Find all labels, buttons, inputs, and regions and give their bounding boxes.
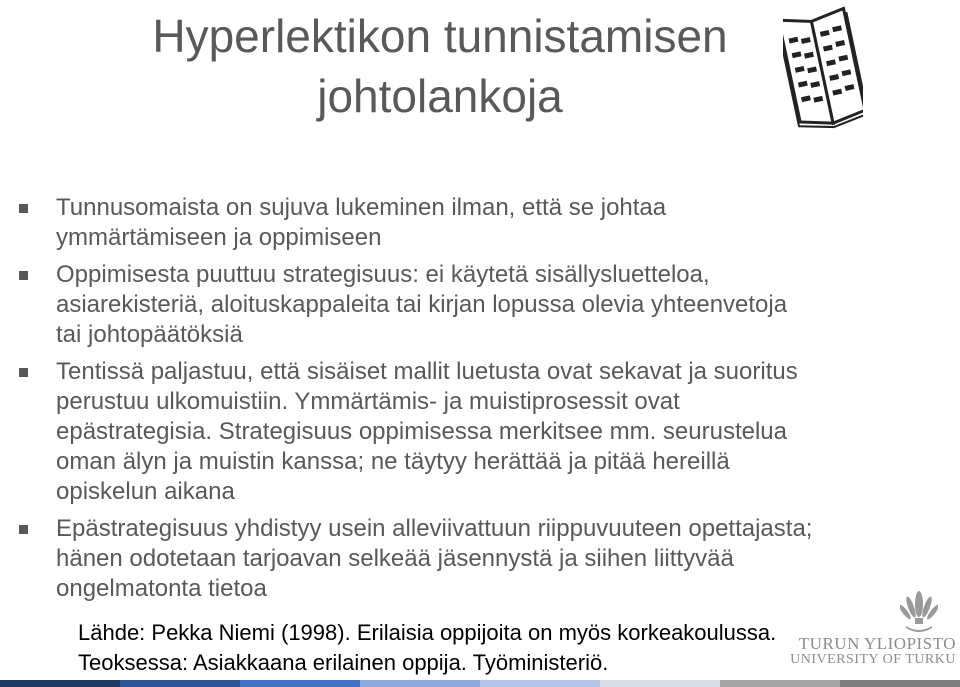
bullet-line: ongelmatonta tietoa [56,575,267,602]
logo-text-fi: TURUN YLIOPISTO [798,634,956,653]
footer-bar-segment [840,680,960,687]
source-citation [78,618,878,678]
slide-title [0,6,880,126]
bullet-line: perustuu ulkomuistiin. Ymmärtämis- ja muistiprosessit ovat [56,388,680,415]
footer-color-bar [0,680,960,687]
bullet-list [0,193,955,611]
open-book-icon [783,2,863,130]
bullet-line: opiskelun aikana [56,478,235,505]
bullet-item [0,193,955,253]
bullet-line: oman älyn ja muistin kanssa; ne täytyy herättää ja pitää hereillä [56,448,730,475]
source-line-2: Teoksessa: Asiakkaana erilainen oppija. Työministeriö. [78,650,609,675]
bullet-item [0,357,955,507]
university-emblem-icon [900,590,938,634]
footer-bar-segment [360,680,480,687]
footer-bar-segment [120,680,240,687]
footer-bar-segment [240,680,360,687]
source-line-1: Lähde: Pekka Niemi (1998). Erilaisia oppijoita on myös korkeakoulussa. [78,620,777,645]
square-bullet-icon [19,525,28,534]
slide-title-line-2: johtolankoja [317,70,563,122]
footer-bar-segment [600,680,720,687]
square-bullet-icon [19,204,28,213]
bullet-line: Tentissä paljastuu, että sisäiset mallit luetusta ovat sekavat ja suoritus [56,358,798,385]
bullet-line: ymmärtämiseen ja oppimiseen [56,224,382,251]
bullet-line: Tunnusomaista on sujuva lukeminen ilman, että se johtaa [56,194,667,221]
footer-bar-segment [480,680,600,687]
bullet-item [0,260,955,350]
logo-text-en: UNIVERSITY OF TURKU [790,652,956,667]
footer-bar-segment [0,680,120,687]
bullet-line: Oppimisesta puuttuu strategisuus: ei käytetä sisällysluetteloa, [56,261,710,288]
square-bullet-icon [19,271,28,280]
square-bullet-icon [19,368,28,377]
bullet-line: epästrategisia. Strategisuus oppimisessa merkitsee mm. seurustelua [56,418,787,445]
bullet-line: asiarekisteriä, aloituskappaleita tai kirjan lopussa olevia yhteenvetoja [56,291,788,318]
bullet-line: tai johtopäätöksiä [56,321,243,348]
bullet-line: Epästrategisuus yhdistyy usein alleviivattuun riippuvuuteen opettajasta; [56,515,813,542]
bullet-line: hänen odotetaan tarjoavan selkeää jäsennystä ja siihen liittyvää [56,545,734,572]
footer-bar-segment [720,680,840,687]
slide-title-line-1: Hyperlektikon tunnistamisen [152,10,728,62]
